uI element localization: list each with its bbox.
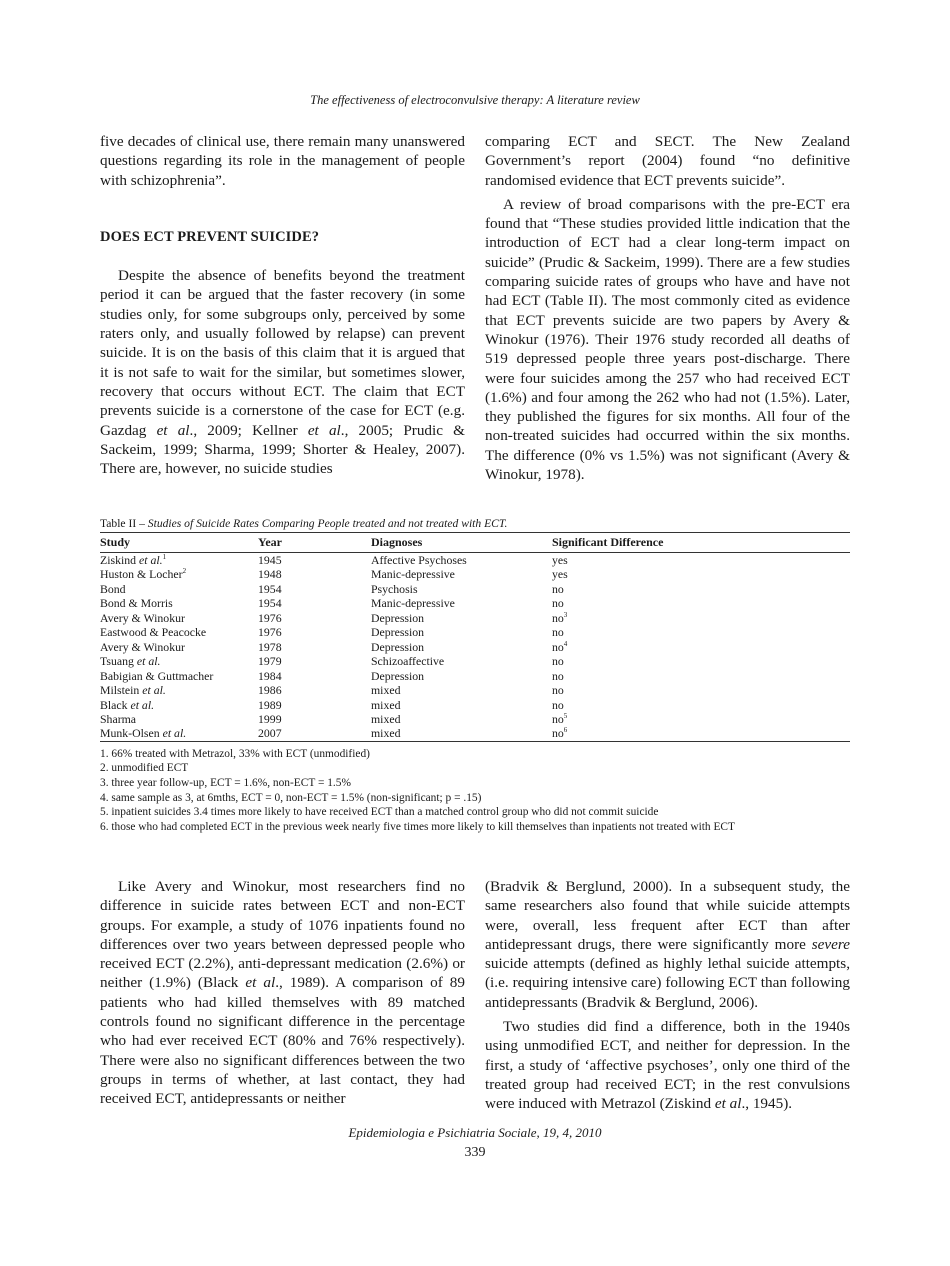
table-row [100, 625, 850, 639]
table-row [100, 582, 850, 596]
study-cell: Ziskind et al.$^1$ [100, 553, 167, 567]
year-cell: 1979 [258, 654, 282, 669]
year-cell: 1978 [258, 639, 282, 654]
year-cell: 1948 [258, 567, 282, 582]
paragraph: five decades of clinical use, there remain many unanswered questions regarding its role in the management of people with schizophrenia”. [100, 133, 465, 189]
column-top-right [485, 132, 850, 484]
diagnoses-cell: Manic-depressive [371, 596, 455, 611]
diagnoses-cell: Psychosis [371, 581, 418, 596]
table-note: 1. 66% treated with Metrazol, 33% with ECT (unmodified) [100, 747, 370, 760]
table-row [100, 596, 850, 610]
year-cell: 1984 [258, 668, 282, 683]
diagnoses-cell: mixed [371, 726, 401, 741]
study-cell: Babigian & Guttmacher [100, 668, 214, 683]
table-note: 5. inpatient suicides 3.4 times more likely to have received ECT than a matched control group who did not commit suicide [100, 806, 659, 819]
table-notes [100, 747, 850, 835]
study-cell: Huston & Locher$^2$ [100, 567, 187, 582]
study-cell: Bond & Morris [100, 596, 173, 611]
paragraph: (Bradvik & Berglund, 2000). In a subsequent study, the same researchers also found that while suicide attempts were, overall, less frequent after ECT than after antidepressant drugs, there were significantly more severe suicide attempts (defined as highly lethal suicide attempts, (i.e. requiring intensive care) following ECT than following antidepressants (Bradvik & Berglund, 2006). [485, 878, 850, 1011]
significance-cell: $no^5$ [552, 711, 568, 726]
significance-cell: no [552, 581, 564, 596]
diagnoses-cell: mixed [371, 683, 401, 698]
table-header-row [100, 533, 850, 553]
table-row [100, 567, 850, 581]
year-cell: 1989 [258, 697, 282, 712]
significance-cell: no [552, 625, 564, 640]
diagnoses-cell: mixed [371, 711, 401, 726]
study-cell: Sharma [100, 711, 137, 726]
column-bottom-left [100, 877, 465, 1109]
table-note: 6. those who had completed ECT in the previous week nearly five times more likely to kill themselves than inpatients not treated with ECT [100, 820, 735, 833]
year-cell: 1976 [258, 610, 282, 625]
significance-cell: yes [552, 567, 568, 582]
table-ii [100, 517, 850, 834]
diagnoses-cell: mixed [371, 697, 401, 712]
header-diagnoses: Diagnoses [371, 535, 423, 549]
table-row [100, 654, 850, 668]
study-cell: Tsuang et al. [100, 654, 161, 669]
diagnoses-cell: Depression [371, 625, 425, 640]
diagnoses-cell: Schizoaffective [371, 654, 445, 669]
study-cell: Bond [100, 581, 126, 596]
diagnoses-cell: Depression [371, 639, 425, 654]
significance-cell: no [552, 668, 564, 683]
paragraph: Like Avery and Winokur, most researchers find no difference in suicide rates between ECT and non-ECT groups. For example, a study of 1076 inpatients found no differences over two years between depressed people who received ECT (2.2%), anti-depressant medication (2.6%) or neither (1.9%) (Black et al., 1989). A comparison of 89 patients who had killed themselves with 89 matched controls found no significant difference in the percentage who had ever received ECT (80% and 76% respectively). There were also no significant differences between the two groups in terms of whether, at last contact, they had received ECT, antidepressants or neither [100, 878, 465, 1108]
table-caption: Table II – Studies of Suicide Rates Comparing People treated and not treated with ECT. [100, 517, 508, 530]
study-cell: Black et al. [100, 697, 155, 712]
suicide-studies-table [100, 532, 850, 742]
significance-cell: no [552, 654, 564, 669]
significance-cell: no [552, 697, 564, 712]
significance-cell: $no^6$ [552, 726, 568, 741]
year-cell: 1976 [258, 625, 282, 640]
header-study: Study [100, 535, 131, 549]
study-cell: Eastwood & Peacocke [100, 625, 207, 640]
study-cell: Milstein et al. [100, 683, 166, 698]
year-cell: 1999 [258, 711, 282, 726]
study-cell: Avery & Winokur [100, 639, 185, 654]
table-note: 2. unmodified ECT [100, 762, 189, 775]
paragraph: comparing ECT and SECT. The New Zealand Government’s report (2004) found “no definitive randomised evidence that ECT prevents suicide”. [485, 133, 850, 189]
significance-cell: no [552, 683, 564, 698]
section-heading: DOES ECT PREVENT SUICIDE? [100, 228, 320, 245]
year-cell: 1954 [258, 596, 282, 611]
table-row [100, 611, 850, 625]
journal-footer: Epidemiologia e Psichiatria Sociale, 19, 4, 2010 [348, 1125, 602, 1140]
significance-cell: $no^4$ [552, 639, 568, 654]
diagnoses-cell: Depression [371, 610, 425, 625]
column-top-left [100, 132, 465, 478]
table-row [100, 640, 850, 654]
year-cell: 2007 [258, 726, 282, 741]
table-row [100, 726, 850, 741]
study-cell: Avery & Winokur [100, 610, 185, 625]
header-significant-difference: Significant Difference [552, 535, 664, 549]
significance-cell: yes [552, 553, 568, 567]
diagnoses-cell: Depression [371, 668, 425, 683]
column-bottom-right [485, 877, 850, 1114]
year-cell: 1986 [258, 683, 282, 698]
significance-cell: no [552, 596, 564, 611]
header-year: Year [258, 535, 282, 549]
paragraph: Despite the absence of benefits beyond the treatment period it can be argued that the faster recovery (in some studies only, for some subgroups only, perceived by some raters only, and usually followed by relapse) can prevent suicide. It is on the basis of this claim that it is argued that it is not safe to wait for the similar, but sometimes slower, recovery that occurs without ECT. The claim that ECT prevents suicide is a cornerstone of the case for ECT (e.g. Gazdag et al., 2009; Kellner et al., 2005; Prudic & Sackeim, 1999; Sharma, 1999; Shorter & Healey, 2007). There are, however, no suicide studies [100, 267, 465, 478]
table-row [100, 712, 850, 726]
diagnoses-cell: Manic-depressive [371, 567, 455, 582]
year-cell: 1945 [258, 553, 282, 567]
table-row [100, 683, 850, 697]
paragraph: Two studies did find a difference, both in the 1940s using unmodified ECT, and neither for depression. In the first, a study of ‘affective psychoses’, only one third of the treated group had received ECT; in the rest convulsions were induced with Metrazol (Ziskind et al., 1945). [485, 1018, 850, 1113]
page-number: 339 [464, 1145, 486, 1160]
running-head: The effectiveness of electroconvulsive therapy: A literature review [310, 93, 640, 107]
year-cell: 1954 [258, 581, 282, 596]
study-cell: Munk-Olsen et al. [100, 726, 187, 741]
table-row [100, 698, 850, 712]
significance-cell: $no^3$ [552, 610, 568, 625]
table-note: 4. same sample as 3, at 6mths, ECT = 0, non-ECT = 1.5% (non-significant; p = .15) [100, 791, 482, 804]
table-note: 3. three year follow-up, ECT = 1.6%, non-ECT = 1.5% [100, 777, 351, 790]
diagnoses-cell: Affective Psychoses [371, 553, 467, 567]
table-row [100, 669, 850, 683]
paragraph: A review of broad comparisons with the pre-ECT era found that “These studies provided little indication that the introduction of ECT had a clear long-term impact on suicide” (Prudic & Sackeim, 1999). There are a few studies comparing suicide rates of groups who have and have not had ECT (Table II). The most commonly cited as evidence that ECT prevents suicide are two papers by Avery & Winokur (1976). Their 1976 study recorded all deaths of 519 depressed people three years post-discharge. There were four suicides among the 257 who had received ECT (1.6%) and four among the 262 who had not (1.5%). Later, they published the figures for six months. All four of the non-treated suicides had occurred within the six months. The difference (0% vs 1.5%) was not significant (Avery & Winokur, 1978). [485, 195, 850, 484]
table-row [100, 553, 850, 568]
